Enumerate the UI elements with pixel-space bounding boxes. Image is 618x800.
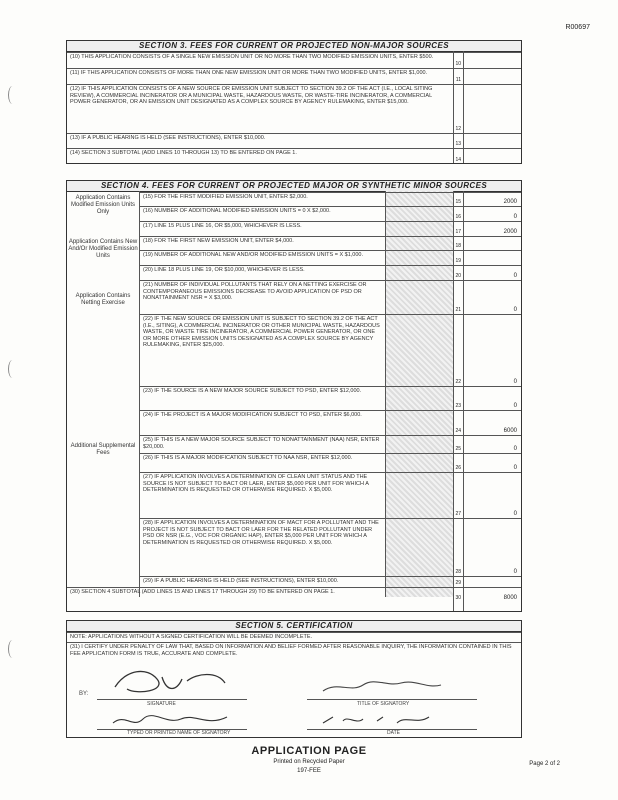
page-number: Page 2 of 2: [529, 761, 560, 767]
printed-name-handwriting: [107, 709, 237, 731]
date-handwriting: [317, 711, 437, 729]
table-row: [67, 84, 521, 133]
footer-recycled-note: Printed on Recycled Paper: [273, 759, 345, 765]
table-row: [140, 280, 521, 314]
category-supplemental: Additional Supplemental Fees: [70, 443, 136, 456]
amount-field[interactable]: 8000: [503, 595, 517, 602]
row-text: (30) SECTION 4 SUBTOTAL (ADD LINES 15 AND LINES 17 THROUGH 29) TO BE ENTERED ON PAGE 1.: [70, 589, 335, 595]
line-number: 18: [455, 243, 461, 250]
line-number: 20: [455, 273, 461, 280]
punch-hole: [8, 640, 17, 658]
table-row: [140, 265, 521, 280]
row-text: (13) IF A PUBLIC HEARING IS HELD (SEE INSTRUCTIONS), ENTER $10,000.: [70, 135, 266, 141]
line-number: 14: [455, 157, 461, 164]
row-text: (16) NUMBER OF ADDITIONAL MODIFIED EMISSION UNITS = 0 X $2,000.: [143, 208, 331, 214]
table-row: [140, 410, 521, 435]
table-row: [67, 587, 521, 602]
table-row: [140, 206, 521, 221]
category-modified-units: Application Contains Modified Emission Units Only: [70, 195, 136, 215]
line-number: 16: [455, 214, 461, 221]
certification-note-row: [67, 632, 521, 642]
row-text: (29) IF A PUBLIC HEARING IS HELD (SEE INSTRUCTIONS), ENTER $10,000.: [143, 578, 339, 584]
section-3: [66, 40, 522, 164]
table-row: [140, 236, 521, 250]
line-number: 25: [455, 446, 461, 453]
amount-field[interactable]: 2000: [503, 199, 517, 206]
line-number: 30: [455, 595, 461, 602]
signature-scribble: [107, 663, 237, 699]
amount-field[interactable]: 0: [513, 307, 517, 314]
table-row: [140, 192, 521, 206]
table-row: [140, 453, 521, 472]
title-line: [307, 699, 477, 700]
line-number: 26: [455, 465, 461, 472]
table-row: [140, 250, 521, 265]
table-row: [140, 314, 521, 386]
certification-note: NOTE: APPLICATIONS WITHOUT A SIGNED CERTIFICATION WILL BE DEEMED INCOMPLETE.: [70, 634, 313, 640]
amount-field[interactable]: 0: [513, 446, 517, 453]
line-number: 24: [455, 428, 461, 435]
row-text: (14) SECTION 3 SUBTOTAL (ADD LINES 10 THROUGH 13) TO BE ENTERED ON PAGE 1.: [70, 150, 297, 156]
row-text: (27) IF APPLICATION INVOLVES A DETERMINATION OF CLEAN UNIT STATUS AND THE SOURCE IS NOT SUBJECT TO BACT OR LAER, ENTER $5,000 PER UNIT FOR WHICH A DETERMINATION IS REQUESTED OR OTHERWISE REQUIRED. X $5,000.: [143, 474, 369, 494]
table-row: [67, 133, 521, 148]
line-number: 15: [455, 199, 461, 206]
row-text: (21) NUMBER OF INDIVIDUAL POLLUTANTS THAT RELY ON A NETTING EXERCISE OR CONTEMPORANEOUS EMISSIONS DECREASE TO AVOID APPLICATION OF PSD OR NONATTAINMENT NSR = X $3,000.: [143, 282, 367, 302]
section-4-header: SECTION 4. FEES FOR CURRENT OR PROJECTED MAJOR OR SYNTHETIC MINOR SOURCES: [67, 181, 521, 192]
line-number: 17: [455, 229, 461, 236]
row-text: (19) NUMBER OF ADDITIONAL NEW AND/OR MODIFIED EMISSION UNITS = X $1,000.: [143, 252, 363, 258]
form-id: R00697: [565, 24, 590, 31]
signature-label: SIGNATURE: [147, 701, 176, 707]
row-text: (22) IF THE NEW SOURCE OR EMISSION UNIT IS SUBJECT TO SECTION 39.2 OF THE ACT (I.E., SITING), A COMMERCIAL INCINERATOR OR OTHER MUNICIPAL WASTE, HAZARDOUS WASTE, OR WASTE TIRE INCINERATOR, A COMMERCIAL POWER GENERATOR, OR ONE OR MORE OTHER EMISSION UNITS DESIGNATED AS A COMPLEX SOURCE BY AGENCY RULEMAKING, ENTER $25,000.: [143, 316, 380, 349]
category-netting: Application Contains Netting Exercise: [75, 293, 131, 306]
table-row: [140, 576, 521, 587]
amount-field[interactable]: 0: [513, 214, 517, 221]
amount-field[interactable]: 0: [513, 465, 517, 472]
date-label: DATE: [387, 730, 400, 736]
by-label: BY:: [79, 691, 89, 697]
section-4: [66, 180, 522, 612]
row-text: (10) THIS APPLICATION CONSISTS OF A SINGLE NEW EMISSION UNIT OR NO MORE THAN TWO MODIFIED EMISSION UNITS, ENTER $500.: [70, 54, 434, 60]
amount-field[interactable]: 6000: [503, 428, 517, 435]
amount-field[interactable]: 0: [513, 569, 517, 576]
line-number: 21: [455, 307, 461, 314]
row-text: (11) IF THIS APPLICATION CONSISTS OF MORE THAN ONE NEW EMISSION UNIT OR MORE THAN TWO MODIFIED UNITS, ENTER $1,000.: [70, 70, 428, 76]
line-number: 10: [455, 61, 461, 68]
line-number: 12: [455, 126, 461, 133]
certification-row: [67, 642, 521, 738]
table-row: [140, 518, 521, 576]
table-row: [67, 52, 521, 68]
line-number: 27: [455, 511, 461, 518]
punch-hole: [8, 86, 17, 104]
footer-title: APPLICATION PAGE: [251, 745, 367, 757]
row-text: (18) FOR THE FIRST NEW EMISSION UNIT, ENTER $4,000.: [143, 238, 294, 244]
row-text: (23) IF THE SOURCE IS A NEW MAJOR SOURCE SUBJECT TO PSD, ENTER $12,000.: [143, 388, 362, 394]
printed-name-label: TYPED OR PRINTED NAME OF SIGNATORY: [127, 730, 231, 736]
amount-field[interactable]: 2000: [503, 229, 517, 236]
row-text: (24) IF THE PROJECT IS A MAJOR MODIFICATION SUBJECT TO PSD, ENTER $6,000.: [143, 412, 362, 418]
table-row: [140, 435, 521, 453]
section-3-header: SECTION 3. FEES FOR CURRENT OR PROJECTED NON-MAJOR SOURCES: [67, 41, 521, 52]
category-new-units: Application Contains New And/Or Modified Emission Units: [68, 239, 138, 259]
table-row: [140, 386, 521, 410]
table-row: [67, 148, 521, 164]
amount-field[interactable]: 0: [513, 403, 517, 410]
title-handwriting: [317, 673, 447, 699]
row-text: (26) IF THIS IS A MAJOR MODIFICATION SUBJECT TO NAA NSR, ENTER $12,000.: [143, 455, 353, 461]
line-number: 29: [455, 580, 461, 587]
line-number: 28: [455, 569, 461, 576]
footer-form-code: 197-FEE: [297, 768, 321, 774]
row-text: (28) IF APPLICATION INVOLVES A DETERMINATION OF MACT FOR A POLLUTANT AND THE PROJECT IS NOT SUBJECT TO BACT OR LAER FOR THE RELATED POLLUTANT UNDER PSD OR NSR (E.G., VOC FOR ORGANIC HAP), ENTER $5,000 PER UNIT FOR WHICH A DETERMINATION IS REQUESTED OR OTHERWISE REQUIRED. X $5,000.: [143, 520, 379, 546]
row-text: (12) IF THIS APPLICATION CONSISTS OF A NEW SOURCE OR EMISSION UNIT SUBJECT TO SECTION 39.2 OF THE ACT (I.E., LOCAL SITING REVIEW), A COMMERCIAL INCINERATOR OR A MUNICIPAL WASTE, HAZARDOUS WASTE, OR WASTE-TIRE INCINERATOR, A COMMERCIAL POWER GENERATOR, OR AN EMISSION UNIT DESIGNATED AS A COMPLEX SOURCE BY AGENCY RULEMAKING, ENTER $15,000.: [70, 86, 433, 106]
row-text: (25) IF THIS IS A NEW MAJOR SOURCE SUBJECT TO NONATTAINMENT (NAA) NSR, ENTER $20,000.: [143, 437, 380, 450]
amount-field[interactable]: 0: [513, 379, 517, 386]
row-text: (20) LINE 18 PLUS LINE 19, OR $10,000, WHICHEVER IS LESS.: [143, 267, 305, 273]
amount-field[interactable]: 0: [513, 273, 517, 280]
title-label: TITLE OF SIGNATORY: [357, 701, 410, 707]
table-row: [140, 221, 521, 236]
section-5: [66, 620, 522, 738]
line-number: 22: [455, 379, 461, 386]
amount-field[interactable]: 0: [513, 511, 517, 518]
line-number: 19: [455, 258, 461, 265]
line-number: 23: [455, 403, 461, 410]
line-number: 11: [455, 77, 461, 84]
punch-hole: [8, 360, 17, 378]
row-text: (15) FOR THE FIRST MODIFIED EMISSION UNIT, ENTER $2,000.: [143, 194, 308, 200]
table-row: [67, 68, 521, 84]
row-text: (17) LINE 15 PLUS LINE 16, OR $5,000, WHICHEVER IS LESS.: [143, 223, 302, 229]
line-number: 13: [455, 141, 461, 148]
certification-statement: (31) I CERTIFY UNDER PENALTY OF LAW THAT, BASED ON INFORMATION AND BELIEF FORMED AFTER REASONABLE INQUIRY, THE INFORMATION CONTAINED IN THIS FEE APPLICATION FORM IS TRUE, ACCURATE AND COMPLETE.: [70, 644, 512, 657]
section-5-header: SECTION 5. CERTIFICATION: [67, 621, 521, 632]
signature-line: [97, 699, 247, 700]
table-row: [140, 472, 521, 518]
